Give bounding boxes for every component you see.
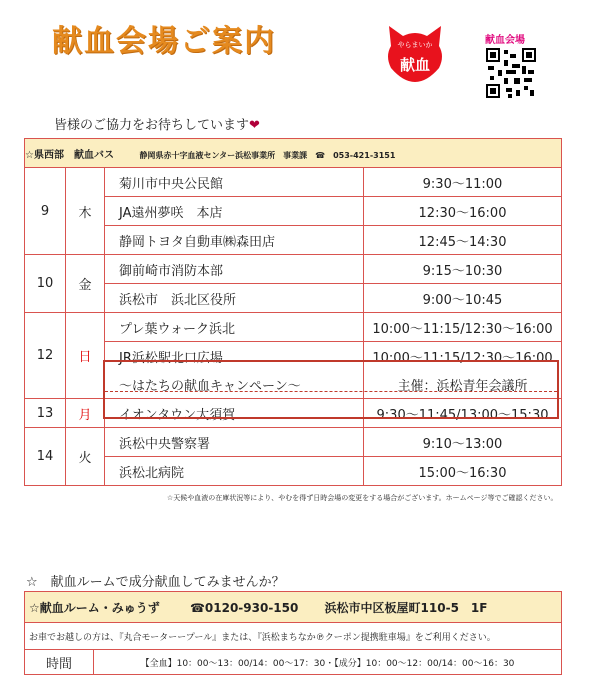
weekday-cell: 金 [66,255,105,313]
day-cell: 10 [25,255,66,313]
table-row [25,370,562,399]
time-cell: 9:15〜10:30 [364,255,562,284]
page-title: 献血会場ご案内 [52,24,276,59]
place-cell: 浜松中央警察署 [105,428,364,457]
room-name: ☆献血ルーム・みゅうず [29,600,160,615]
hours-row [25,650,562,675]
place-cell: 〜はたちの献血キャンペーン〜 [105,370,364,399]
schedule-note: ☆天候や血液の在庫状況等により、やむを得ず日時会場の変更をする場合がございます。ホームページ等でご確認ください。 [166,494,558,502]
greeting-text: 皆様のご協力をお待ちしています [54,118,250,133]
greeting [54,114,260,133]
table-row [25,284,562,313]
table-row [25,428,562,457]
time-cell: 主催：浜松青年会議所 [364,370,562,399]
time-cell: 12:30〜16:00 [364,197,562,226]
day-cell: 9 [25,168,66,255]
day-cell: 13 [25,399,66,428]
schedule-header-cell [25,139,562,168]
table-row [25,255,562,284]
place-cell: JA遠州夢咲 本店 [105,197,364,226]
room-header-row [25,592,562,623]
qr-label: 献血会場 [485,35,525,46]
place-cell: プレ葉ウォーク浜北 [105,313,364,342]
day-cell: 14 [25,428,66,486]
room-header-cell [25,592,562,623]
weekday-cell: 日 [66,313,105,399]
time-cell: 9:30〜11:45/13:00〜15:30 [364,399,562,428]
room-question: ☆ 献血ルームで成分献血してみませんか？ [26,575,285,590]
qr-code-icon[interactable] [486,48,536,98]
weekday-cell: 火 [66,428,105,486]
day-cell: 12 [25,313,66,399]
table-row [25,226,562,255]
weekday-cell: 月 [66,399,105,428]
place-cell: 浜松市 浜北区役所 [105,284,364,313]
schedule-header-row [25,139,562,168]
mascot-small-text: やらまいか [397,41,433,49]
campaign-divider [105,391,557,392]
place-cell: 菊川市中央公民館 [105,168,364,197]
place-cell: 浜松北病院 [105,457,364,486]
hours-info: 【全血】10：00〜13：00/14：00〜17：30・【成分】10：00〜12：00/14：00〜16：30 [94,650,562,675]
table-row [25,168,562,197]
parking-info: お車でお越しの方は、『丸合モーターープール』または、『浜松まちなか℗クーポン提携駐車場』をご利用ください。 [25,623,562,650]
time-cell: 10:00〜11:15/12:30〜16:00 [364,313,562,342]
place-cell: JR浜松駅北口広場 [105,342,364,371]
heart-icon: ❤ [249,118,260,133]
parking-row [25,623,562,650]
time-cell: 15:00〜16:30 [364,457,562,486]
weekday-cell: 木 [66,168,105,255]
place-cell: 御前崎市消防本部 [105,255,364,284]
schedule-org: ☆県西部 献血バス [25,149,114,161]
place-cell: 静岡トヨタ自動車㈱森田店 [105,226,364,255]
table-row [25,313,562,342]
time-cell: 9:00〜10:45 [364,284,562,313]
table-row [25,399,562,428]
mascot-text: 献血 [399,56,430,74]
place-cell: イオンタウン大須賀 [105,399,364,428]
time-cell: 12:45〜14:30 [364,226,562,255]
note-row [25,486,562,511]
room-address: 浜松市中区板屋町110-5 1F [324,600,488,615]
schedule-office: 静岡県赤十字血液センター浜松事業所 事業課 ☎ 053-421-3151 [139,150,396,160]
time-cell: 9:30〜11:00 [364,168,562,197]
bus-schedule-table [24,138,562,510]
room-phone: ☎0120-930-150 [189,600,299,615]
table-row [25,197,562,226]
donation-room-table [24,591,562,675]
table-row [25,457,562,486]
time-cell: 10:00〜11:15/12:30〜16:00 [364,342,562,371]
table-row [25,342,562,371]
time-label: 時間 [25,650,94,675]
time-cell: 9:10〜13:00 [364,428,562,457]
